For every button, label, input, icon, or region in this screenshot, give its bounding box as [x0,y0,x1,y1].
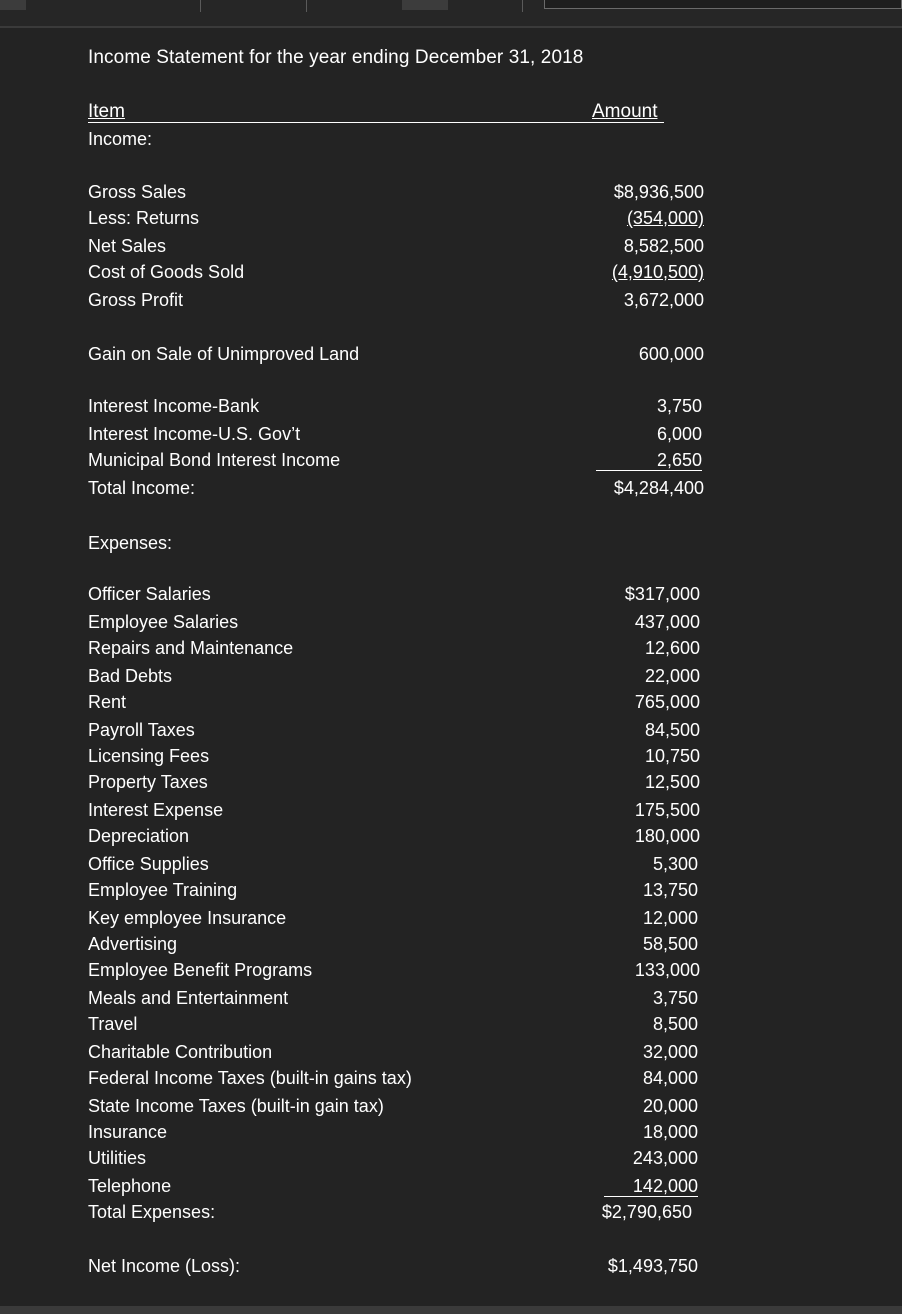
expense-label: Insurance [88,1122,168,1142]
expense-amount: 12,600 [644,638,700,658]
expense-amount: 437,000 [634,612,700,632]
income-amount: 3,750 [656,396,702,416]
total-expenses-label: Total Expenses: [88,1202,216,1222]
top-toolbar [0,0,902,28]
expense-label: Repairs and Maintenance [88,638,294,658]
expense-label: Meals and Entertainment [88,988,289,1008]
income-heading: Income: [88,129,153,149]
income-amount: 600,000 [638,344,704,364]
subtotal-rule [604,1196,698,1197]
expenses-heading: Expenses: [88,533,173,553]
expense-amount: 84,500 [644,720,700,740]
expense-label: Interest Expense [88,800,224,820]
expense-amount: 5,300 [652,854,698,874]
expense-label: Federal Income Taxes (built-in gains tax) [88,1068,412,1088]
income-label: Less: Returns [88,208,200,228]
statement-title: Income Statement for the year ending December 31, 2018 [88,47,584,68]
income-label: Municipal Bond Interest Income [88,450,341,470]
toolbar-divider [522,0,523,12]
income-label: Net Sales [88,236,167,256]
expense-amount: 18,000 [642,1122,698,1142]
income-amount: 8,582,500 [623,236,704,256]
subtotal-rule [596,470,702,471]
toolbar-divider [306,0,307,12]
expense-amount: 20,000 [642,1096,698,1116]
expense-label: Bad Debts [88,666,173,686]
income-label: Gross Sales [88,182,187,202]
income-amount: $8,936,500 [613,182,704,202]
toolbar-divider [200,0,201,12]
expense-label: Employee Salaries [88,612,239,632]
expense-amount: 10,750 [644,746,700,766]
expense-label: Employee Training [88,880,238,900]
income-label: Interest Income-Bank [88,396,260,416]
expense-label: Depreciation [88,826,190,846]
expense-amount: 765,000 [634,692,700,712]
expense-amount: 3,750 [652,988,698,1008]
expense-label: Office Supplies [88,854,209,874]
net-income-amount: $1,493,750 [607,1256,698,1276]
expense-label: Telephone [88,1176,172,1196]
expense-label: State Income Taxes (built-in gain tax) [88,1096,384,1116]
income-label: Cost of Goods Sold [88,262,245,282]
expense-amount: 12,500 [644,772,700,792]
expense-amount: 32,000 [642,1042,698,1062]
total-income-amount: $4,284,400 [613,478,704,498]
expense-label: Property Taxes [88,772,208,792]
net-income-label: Net Income (Loss): [88,1256,241,1276]
expense-amount: 142,000 [632,1176,698,1196]
expense-amount: 13,750 [642,880,698,900]
income-label: Gross Profit [88,290,184,310]
toolbar-segment [0,0,26,10]
income-label: Gain on Sale of Unimproved Land [88,344,360,364]
expense-label: Officer Salaries [88,584,211,604]
expense-label: Charitable Contribution [88,1042,273,1062]
amount-column-header: Amount [592,101,658,122]
expense-label: Payroll Taxes [88,720,195,740]
expense-label: Travel [88,1014,138,1034]
expense-amount: 243,000 [632,1148,698,1168]
expense-label: Rent [88,692,127,712]
bottom-edge-bar [0,1306,902,1314]
expense-amount: 8,500 [652,1014,698,1034]
income-amount: (354,000) [626,208,704,228]
header-rule [88,122,664,123]
toolbar-field[interactable] [544,0,902,9]
item-column-header: Item [88,101,125,122]
income-label: Interest Income-U.S. Gov’t [88,424,301,444]
expense-label: Licensing Fees [88,746,210,766]
expense-label: Advertising [88,934,178,954]
expense-label: Utilities [88,1148,147,1168]
expense-label: Key employee Insurance [88,908,287,928]
expense-amount: 180,000 [634,826,700,846]
income-amount: 3,672,000 [623,290,704,310]
toolbar-button[interactable] [402,0,448,10]
income-amount: 2,650 [656,450,702,470]
expense-amount: 58,500 [642,934,698,954]
expense-amount: 12,000 [642,908,698,928]
income-amount: (4,910,500) [611,262,704,282]
total-income-label: Total Income: [88,478,196,498]
expense-amount: 175,500 [634,800,700,820]
expense-amount: $317,000 [624,584,700,604]
expense-amount: 133,000 [634,960,700,980]
income-amount: 6,000 [656,424,702,444]
expense-amount: 84,000 [642,1068,698,1088]
expense-amount: 22,000 [644,666,700,686]
expense-label: Employee Benefit Programs [88,960,313,980]
total-expenses-amount: $2,790,650 [601,1202,692,1222]
